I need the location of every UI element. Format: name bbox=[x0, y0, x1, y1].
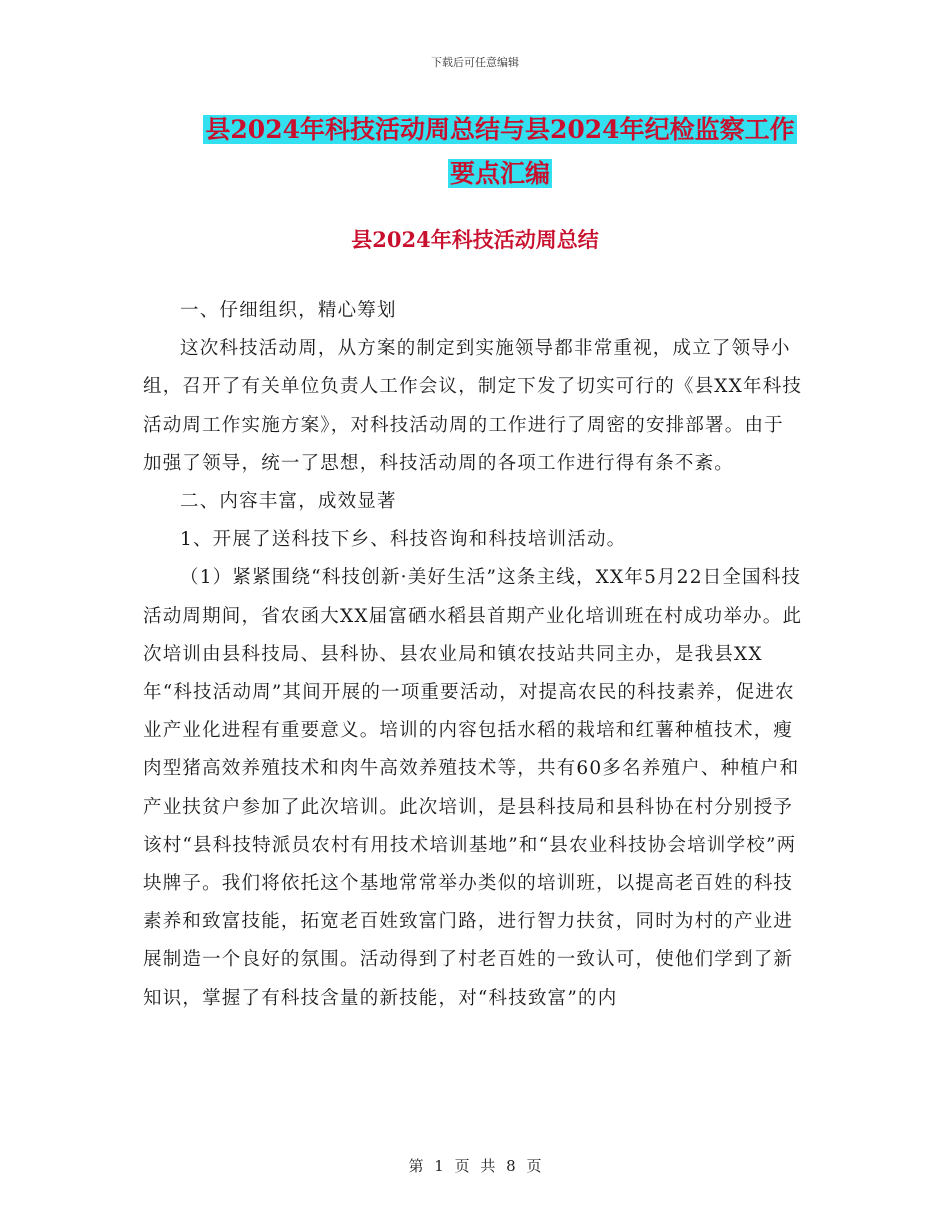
header-note: 下载后可任意编辑 bbox=[431, 56, 519, 69]
document-title bbox=[190, 108, 810, 196]
title-line-2: 要点汇编 bbox=[449, 159, 550, 188]
paragraph: 这次科技活动周，从方案的制定到实施领导都非常重视，成立了领导小组，召开了有关单位负责人工作会议，制定下发了切实可行的《县XX年科技活动周工作实施方案》，对科技活动周的工作进行了周密的安排部署。由于加强了领导，统一了思想，科技活动周的各项工作进行得有条不紊。 bbox=[143, 338, 803, 474]
heading-1: 一、仔细组织，精心筹划 bbox=[180, 300, 397, 321]
page-footer: 第 1 页 共 8 页 bbox=[408, 1157, 542, 1175]
title-line-1: 县2024年科技活动周总结与县2024年纪检监察工作 bbox=[205, 115, 795, 144]
heading-2: 二、内容丰富，成效显著 bbox=[180, 491, 397, 513]
paragraph: （1）紧紧围绕“科技创新·美好生活”这条主线，XX年5月22日全国科技活动周期间，省农函大XX届富硒水稻县首期产业化培训班在村成功举办。此次培训由县科技局、县科协、县农业局和镇农技站共同主办，是我县XX年“科技活动周”其间开展的一项重要活动，对提高农民的科技素养，促进农业产业化进程有重要意义。培训的内容包括水稻的栽培和红薯种植技术，瘦肉型猪高效养殖技术和肉牛高效养殖技术等，共有60多名养殖户、种植户和产业扶贫户参加了此次培训。此次培训，是县科技局和县科协在村分别授予该村“县科技特派员农村有用技术培训基地”和“县农业科技协会培训学校”两块牌子。我们将依托这个基地常常举办类似的培训班，以提高老百姓的科技素养和致富技能，拓宽老百姓致富门路，进行智力扶贫，同时为村的产业进展制造一个良好的氛围。活动得到了村老百姓的一致认可，使他们学到了新知识，掌握了有科技含量的新技能，对“科技致富”的内 bbox=[143, 567, 803, 1009]
section-title: 县2024年科技活动周总结 bbox=[351, 227, 599, 252]
sub-heading: 1、开展了送科技下乡、科技咨询和科技培训活动。 bbox=[180, 529, 627, 551]
document-body bbox=[143, 292, 803, 1018]
